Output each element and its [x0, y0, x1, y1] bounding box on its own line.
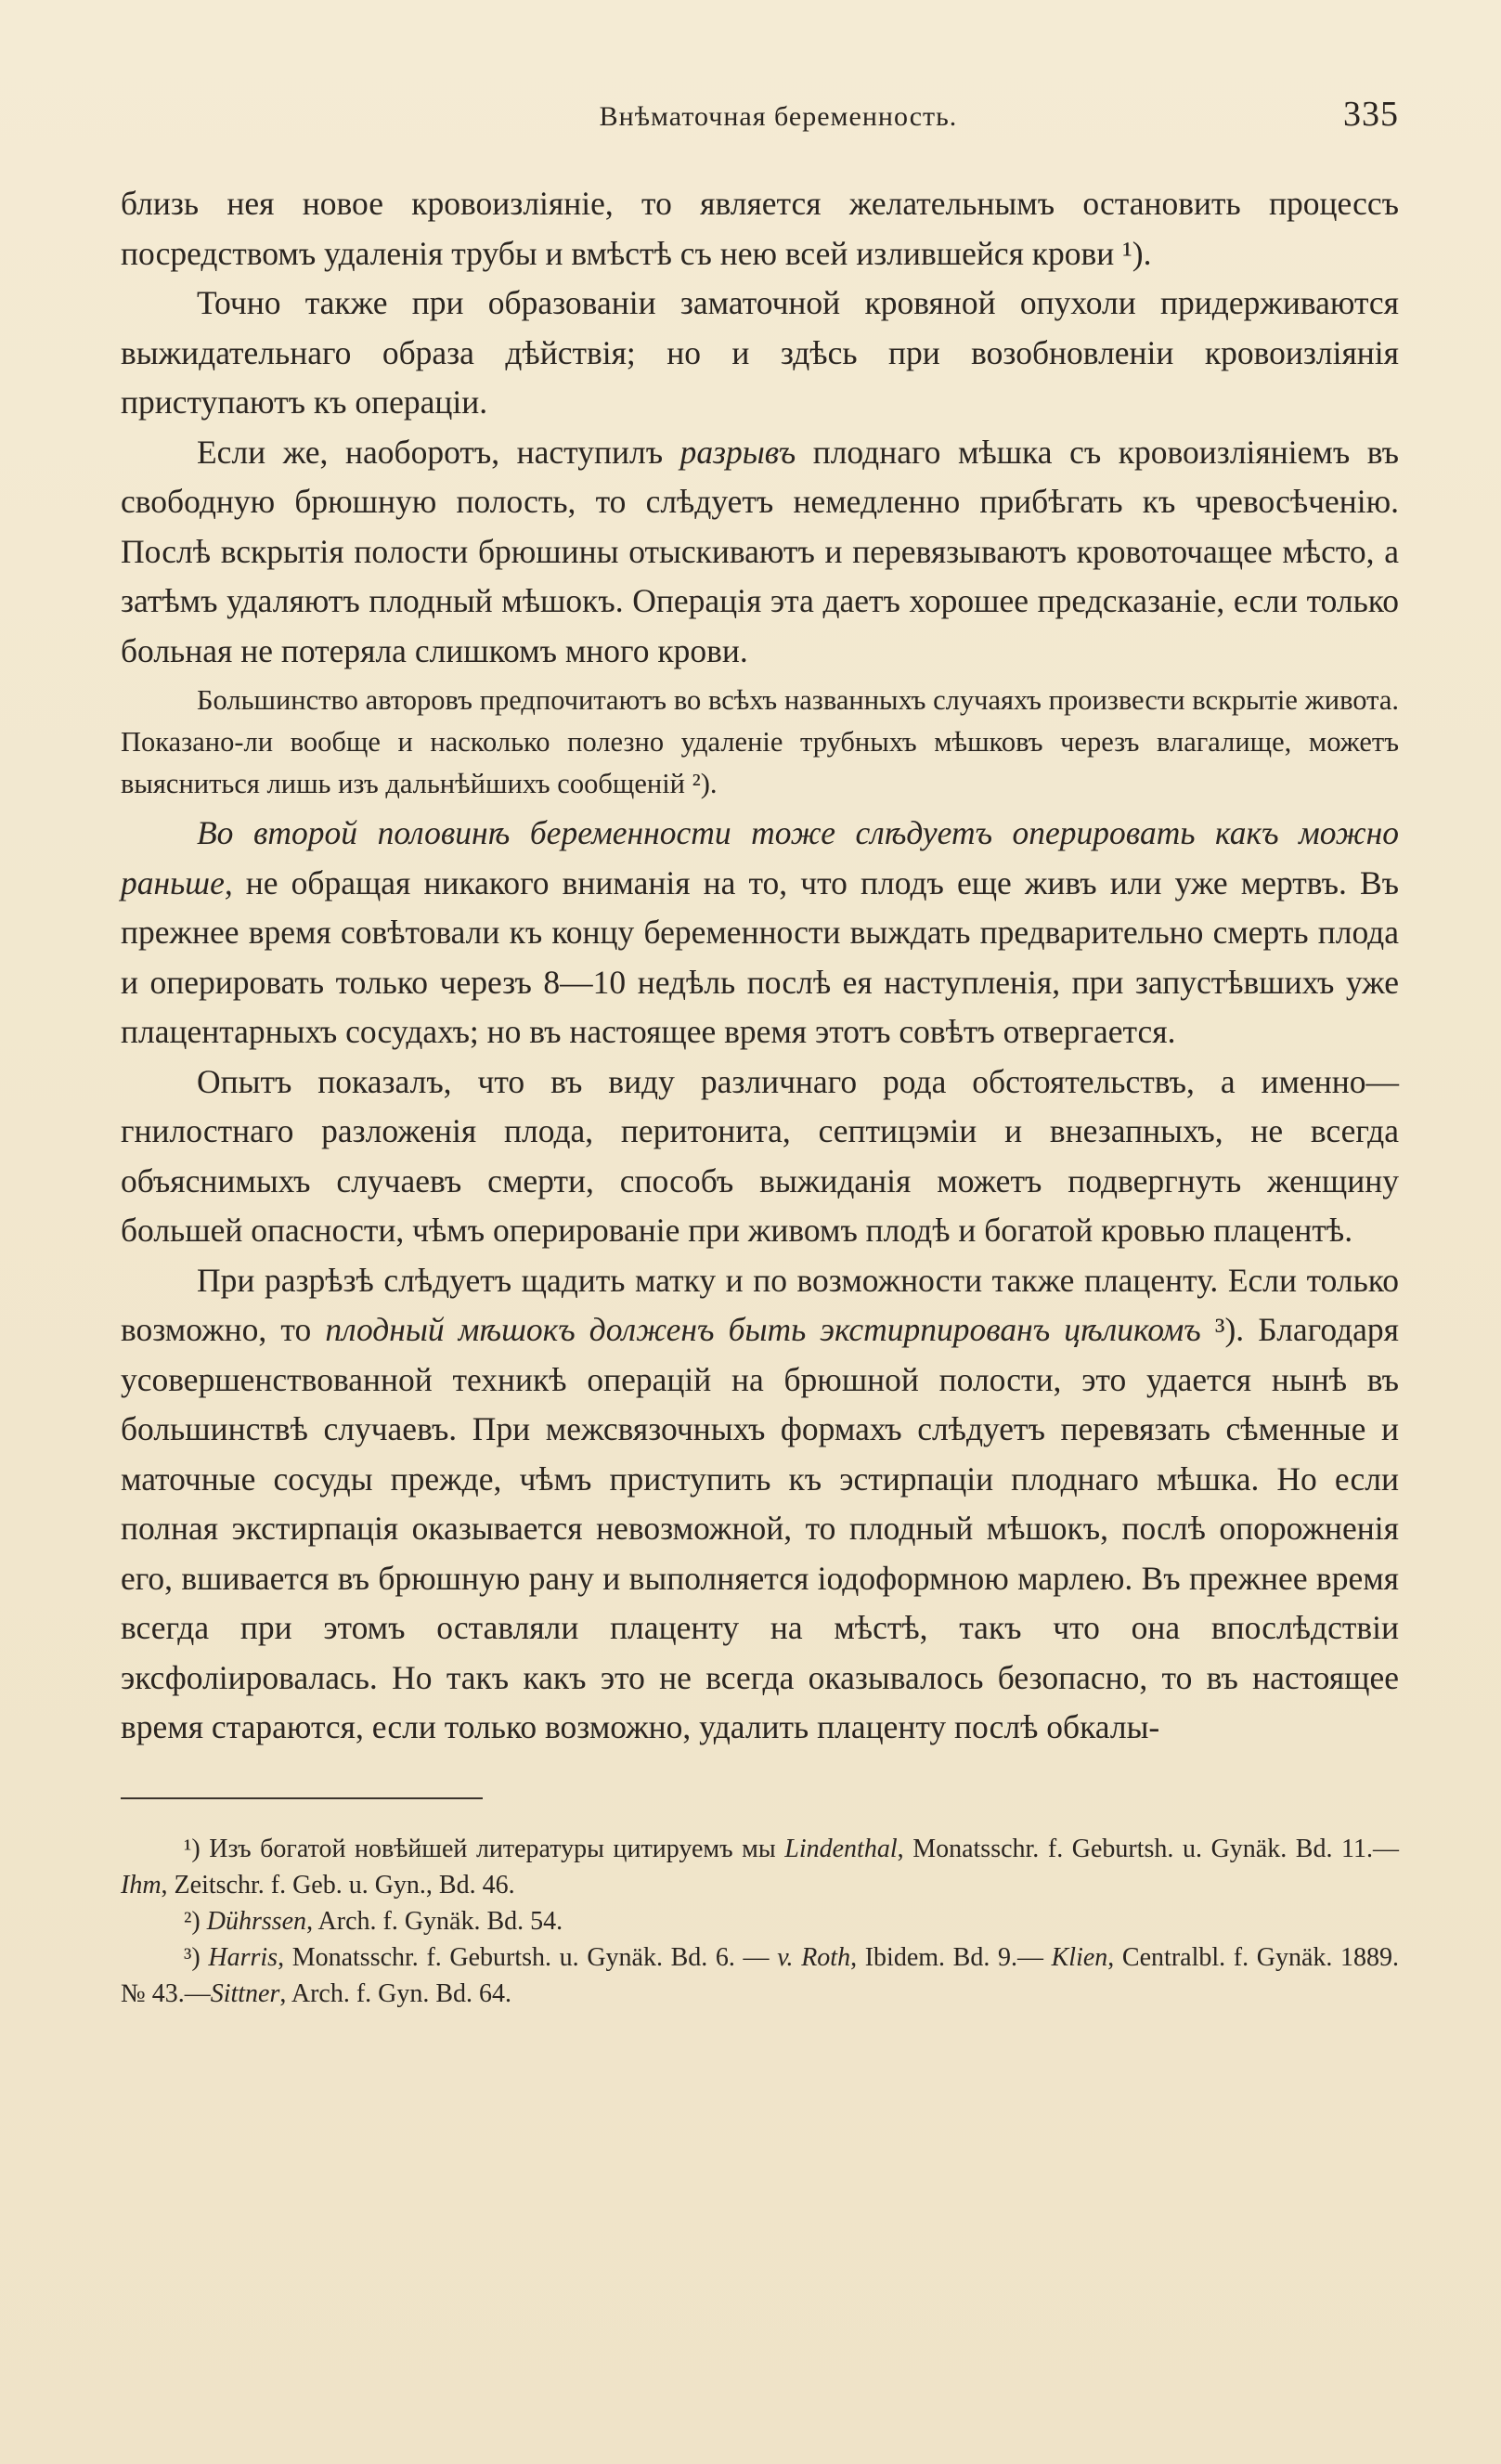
footnote-3-author-klien: Klien [1051, 1942, 1108, 1972]
footnote-2-marker: ²) [184, 1906, 201, 1936]
footnote-rule [121, 1797, 483, 1799]
footnote-1-author-lindenthal: Lindenthal [784, 1834, 898, 1863]
footnote-1-marker: ¹) [184, 1834, 201, 1863]
footnote-1 [121, 1831, 1399, 1903]
paragraph-2: Точно также при образованіи заматочной кровяной опухоли придерживаются выжидательнаго образа дѣйствія; но и здѣсь при возобновленіи кровоизліянія приступаютъ къ операціи. [121, 284, 1399, 421]
running-title: Внѣматочная беременность. [599, 101, 958, 132]
paragraph-5-rest: не обращая никакого вниманія на то, что плодъ еще живъ или уже мертвъ. Въ прежнее время совѣтовали къ концу беременности выждать предварительно смерть плода и оперировать только черезъ 8—10 недѣль послѣ ея наступленія, при запустѣвшихъ уже плацентарныхъ сосудахъ; но въ настоящее время этотъ совѣтъ отвергается. [121, 863, 1399, 1050]
paragraph-5-emphasis: Во второй половинѣ беременности тоже слѣдуетъ оперировать какъ можно раньше, [121, 814, 1399, 901]
paragraph-7-emphasis: плодный мѣшокъ долженъ быть экстирпированъ цѣликомъ [325, 1311, 1201, 1348]
footnote-3-author-harris: Harris [208, 1942, 278, 1972]
paragraph-3-emphasis: разрывъ [679, 433, 796, 471]
footnote-1-author-ihm: Ihm [121, 1870, 162, 1900]
body-text [121, 179, 1399, 1753]
footnote-3-ref-2: , Ibidem. Bd. 9.— [850, 1942, 1052, 1972]
paragraph-6: Опытъ показалъ, что въ виду различнаго рода обстоятельствъ, а именно—гнилостнаго разложенія плода, перитонита, септицэміи и внезапныхъ, не всегда объяснимыхъ случаевъ смерти, способъ выжиданія можетъ подвергнуть женщину большей опасности, чѣмъ оперированіе при живомъ плодѣ и богатой кровью плацентѣ. [121, 1062, 1399, 1249]
footnote-3-ref-3: , Centralbl. f. Gynäk. 1889. № 43.— [121, 1942, 1400, 2008]
paragraph-3-rest: плоднаго мѣшка съ кровоизліяніемъ въ свободную брюшную полость, то слѣдуетъ немедленно прибѣгать къ чревосѣченію. Послѣ вскрытія полости брюшины отыскиваютъ и перевязываютъ кровоточащее мѣсто, а затѣмъ удаляютъ плодный мѣшокъ. Операція эта даетъ хорошее предсказаніе, если только больная не потеряла слишкомъ много крови. [121, 433, 1399, 669]
paragraph-3-lead: Если же, наоборотъ, наступилъ [197, 433, 680, 471]
footnote-3 [121, 1939, 1399, 2012]
paragraph-4-small-print: Большинство авторовъ предпочитаютъ во всѣхъ названныхъ случаяхъ произвести вскрытіе живота. Показано-ли вообще и насколько полезно удаленіе трубныхъ мѣшковъ черезъ влагалище, можетъ выясниться лишь изъ дальнѣйшихъ сообщеній ²). [121, 684, 1399, 799]
paragraph-1: близь нея новое кровоизліяніе, то является желательнымъ остановить процессъ посредствомъ удаленія трубы и вмѣстѣ съ нею всей излившейся крови ¹). [121, 185, 1399, 272]
page-number: 335 [1343, 95, 1399, 134]
footnote-2-ref: , Arch. f. Gynäk. Bd. 54. [306, 1906, 563, 1936]
footnote-2-space [201, 1907, 207, 1936]
footnote-3-ref-1: , Monatsschr. f. Geburtsh. u. Gynäk. Bd. 6. — [278, 1942, 778, 1972]
footnote-3-author-roth: v. Roth [777, 1942, 851, 1972]
paragraph-7-lead: При разрѣзѣ слѣдуетъ щадить матку и по возможности также плаценту. Если только возможно, то [121, 1261, 1399, 1348]
footnote-1-ref-1: , Monatsschr. f. Geburtsh. u. Gynäk. Bd. 11.— [897, 1834, 1399, 1863]
paragraph-7-rest: ³). Благодаря усовершенствованной техникѣ операцій на брюшной полости, это удается нынѣ въ большинствѣ случаевъ. При межсвязочныхъ формахъ слѣдуетъ перевязать сѣменные и маточные сосуды прежде, чѣмъ приступить къ эстирпаціи плоднаго мѣшка. Но если полная экстирпація оказывается невозможной, то плодный мѣшокъ, послѣ опорожненія его, вшивается въ брюшную рану и выполняется іодоформною марлею. Въ прежнее время всегда при этомъ оставляли плаценту на мѣстѣ, такъ что она впослѣдствіи эксфоліировалась. Но такъ какъ это не всегда оказывалось безопасно, то въ настоящее время стараются, если только возможно, удалить плаценту послѣ обкалы- [121, 1311, 1399, 1745]
paragraph-3 [121, 428, 1399, 677]
footnote-3-ref-4: , Arch. f. Gyn. Bd. 64. [279, 1978, 512, 2008]
footnote-2-author-duehrssen: Dührssen [206, 1906, 307, 1936]
footnote-2 [121, 1903, 1399, 1939]
footnote-3-author-sittner: Sittner [210, 1978, 280, 2008]
footnotes [121, 1831, 1399, 2012]
footnote-3-marker: ³) [184, 1942, 201, 1972]
running-head [121, 88, 1399, 144]
paragraph-7 [121, 1256, 1399, 1753]
paragraph-5 [121, 809, 1399, 1057]
footnote-1-text: Изъ богатой новѣйшей литературы цитируемъ мы [200, 1834, 785, 1863]
footnote-1-ref-2: , Zeitschr. f. Geb. u. Gyn., Bd. 46. [161, 1870, 515, 1900]
